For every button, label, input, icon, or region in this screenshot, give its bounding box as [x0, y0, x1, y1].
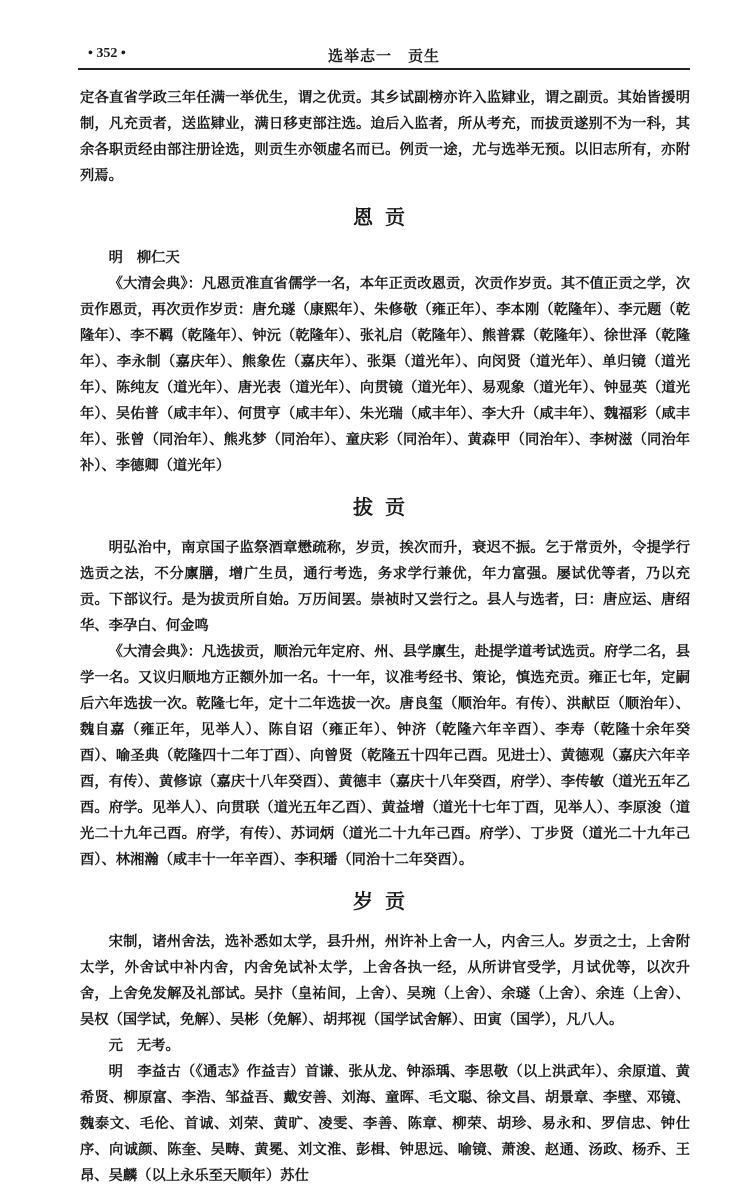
ba-gong-qing-paragraph: 《大清会典》：凡选拔贡，顺治元年定府、州、县学廪生，赴提学道考试选贡。府学二名，县学一名。又议归顺地方正额外加一名。十一年，议准考经书、策论，慎选充贡。雍正七年，定嗣后六年选拔一次。乾隆七年，定十二年选拔一次。唐良玺（顺治年。有传）、洪献臣（顺治年）、魏自嘉（雍正年，见举人）、陈自诏（雍正年）、钟济（乾隆六年辛酉）、李寿（乾隆十余年癸酉）、喻圣典（乾隆四十二年丁酉）、向曾贤（乾隆五十四年己酉。见进士）、黄德观（嘉庆六年辛酉，有传）、黄修谅（嘉庆十八年癸酉）、黄德丰（嘉庆十八年癸酉，府学）、李传敏（道光五年乙酉。府学。见举人）、向贯联（道光五年乙酉）、黄益增（道光十七年丁酉，见举人）、李原浚（道光二十九年己酉。府学，有传）、苏词炳（道光二十九年己酉。府学）、丁步贤（道光二十九年己酉）、林湘瀚（咸丰十一年辛酉）、李积璠（同治十二年癸酉）。	[80, 644, 690, 868]
sui-gong-song-paragraph: 宋制，诸州舍法，选补悉如太学，县升州，州许补上舍一人，内舍三人。岁贡之士，上舍附太学，外舍试中补内舍，内舍免试补太学，上舍各执一经，从所讲官受学，月试优等，以次升舍，上舍免发解及礼部试。吴抃（皇祐间，上舍）、吴琬（上舍）、余璲（上舍）、余连（上舍）、吴权（国学试，免解）、吴彬（免解）、胡邦视（国学试舍解）、田寅（国学），凡八人。	[80, 934, 690, 1028]
section-title-sui-gong: 岁贡	[353, 889, 417, 913]
sui-gong-ming-paragraph	[80, 1059, 690, 1189]
dynasty-entry: 李益古（《通志》作益吉）首谦、张从龙、钟添瑀、李思敬（以上洪武年）、余原道、黄希贤、柳原富、李浩、邹益吾、戴安善、刘海、童晖、毛文聪、徐文昌、胡景章、李壁、邓镜、魏泰文、毛伦、首诚、刘荣、黄旷、凌雯、李善、陈章、柳荣、胡珍、易永和、罗信忠、钟仕序、向诚颜、陈奎、吴畴、黄冕、刘文淮、彭楫、钟思远、喻镜、萧浚、赵通、汤政、杨乔、王昂、吴麟（以上永乐至天顺年）苏仕	[80, 1064, 690, 1184]
dynasty-entry: 柳仁天	[136, 250, 180, 266]
en-gong-ming-line	[80, 245, 690, 271]
page-header	[78, 38, 690, 70]
dynasty-label: 元	[108, 1038, 123, 1054]
dynasty-label: 明	[108, 1064, 124, 1080]
dynasty-entry: 无考。	[136, 1038, 180, 1054]
page-body	[80, 85, 690, 1189]
sui-gong-yuan-line	[80, 1033, 690, 1059]
running-head: 选举志一 贡生	[327, 47, 440, 65]
ba-gong-ming-paragraph: 明弘治中，南京国子监祭酒章懋疏称，岁贡，挨次而升，衰迟不振。乞于常贡外，令提学行选贡之法，不分廪膳，增广生员，通行考选，务求学行兼优，年力富强。屡试优等者，乃以充贡。下部议行。是为拔贡所自始。万历间罢。崇祯时又尝行之。县人与选者，曰：唐应运、唐绍华、李孕白、何金鸣	[80, 540, 690, 634]
en-gong-qing-paragraph: 《大清会典》：凡恩贡准直省儒学一名，本年正贡改恩贡，次贡作岁贡。其不值正贡之学，次贡作恩贡，再次贡作岁贡：唐允璲（康熙年）、朱修敬（雍正年）、李本刚（乾隆年）、李元题（乾隆年）、李不羁（乾隆年）、钟沅（乾隆年）、张礼启（乾隆年）、熊普霖（乾隆年）、徐世泽（乾隆年）、李永制（嘉庆年）、熊象佐（嘉庆年）、张渠（道光年）、向闵贤（道光年）、单归镜（道光年）、陈纯友（道光年）、唐光表（道光年）、向贯镜（道光年）、易观象（道光年）、钟显英（道光年）、吴佑普（咸丰年）、何贯亨（咸丰年）、朱光瑞（咸丰年）、李大升（咸丰年）、魏福彩（咸丰年）、张曾（同治年）、熊兆梦（同治年）、童庆彩（同治年）、黄森甲（同治年）、李树滋（同治年补）、李德卿（道光年）	[80, 276, 690, 474]
section-title-en-gong: 恩贡	[353, 205, 417, 229]
section-title-ba-gong: 拔贡	[353, 495, 417, 519]
intro-paragraph: 定各直省学政三年任满一举优生，谓之优贡。其乡试副榜亦许入监肄业，谓之副贡。其始皆援明制，凡充贡者，送监肄业，满日移吏部注选。迨后入监者，所从考充，而拔贡遂别不为一科，其余各职贡经由部注册诠选，则贡生亦领虚名而已。例贡一途，尤与选举无预。以旧志所有，亦附列焉。	[80, 90, 690, 184]
page-number: • 352 •	[88, 46, 126, 61]
dynasty-label: 明	[108, 250, 123, 266]
